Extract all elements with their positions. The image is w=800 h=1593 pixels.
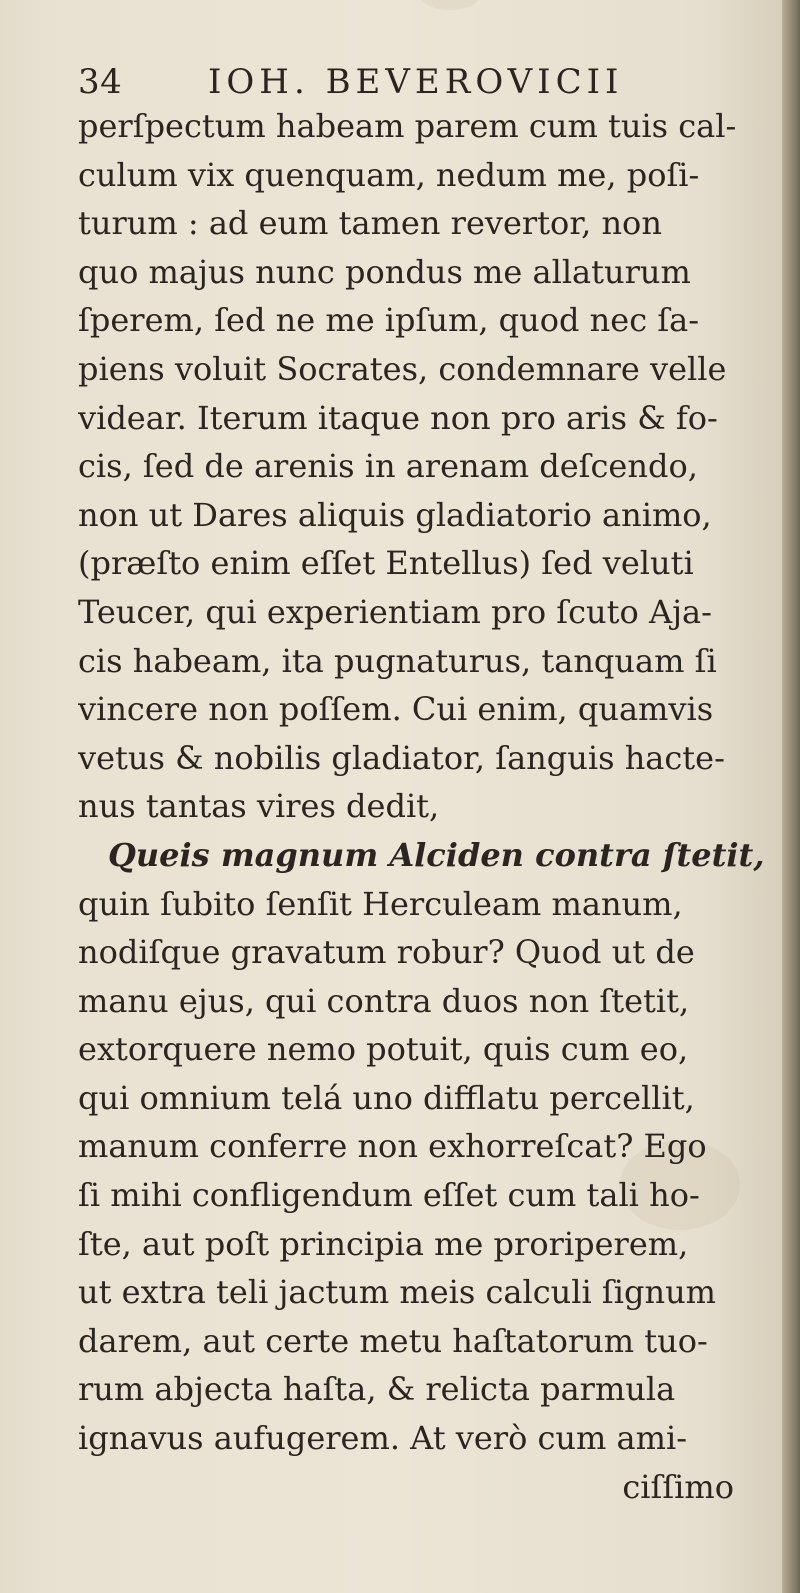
text-line: turum : ad eum tamen revertor, non bbox=[78, 204, 662, 243]
text-line: (præſto enim eſſet Entellus) ſed veluti bbox=[78, 544, 694, 583]
text-line: darem, aut certe metu haſtatorum tuo- bbox=[78, 1321, 708, 1360]
text-line: qui omnium telá uno difflatu percellit, bbox=[78, 1078, 695, 1117]
text-line: nodiſque gravatum robur? Quod ut de bbox=[78, 933, 695, 972]
text-line: quin ſubito ſenſit Herculeam manum, bbox=[78, 884, 683, 923]
text-line: ſperem, ſed ne me ipſum, quod nec ſa- bbox=[78, 301, 700, 340]
text-line: cis, ſed de arenis in arenam deſcendo, bbox=[78, 447, 698, 486]
page-edge-shadow bbox=[782, 0, 800, 1593]
text-line: manu ejus, qui contra duos non ſtetit, bbox=[78, 981, 690, 1020]
running-head bbox=[78, 44, 768, 102]
text-line: non ut Dares aliquis gladiatorio animo, bbox=[78, 495, 712, 534]
text-line: piens voluit Socrates, condemnare velle bbox=[78, 349, 727, 388]
text-line: nus tantas vires dedit, bbox=[78, 787, 440, 826]
text-line: ſte, aut poſt principia me proriperem, bbox=[78, 1224, 689, 1263]
text-line: videar. Iterum itaque non pro aris & fo- bbox=[78, 398, 718, 437]
text-line: manum conferre non exhorreſcat? Ego bbox=[78, 1127, 707, 1166]
text-line: quo majus nunc pondus me allaturum bbox=[78, 252, 691, 291]
text-line: ignavus aufugerem. At verò cum ami- bbox=[78, 1419, 688, 1458]
paper-stain bbox=[420, 0, 480, 10]
text-line: vetus & nobilis gladiator, ſanguis hacte- bbox=[78, 738, 725, 777]
text-line: ſi mihi confligendum eſſet cum tali ho- bbox=[78, 1176, 700, 1215]
text-line: vincere non poſſem. Cui enim, quamvis bbox=[78, 690, 714, 729]
running-head-title: IOH. BEVEROVICII bbox=[208, 62, 624, 102]
page-text bbox=[78, 44, 768, 1511]
text-line: Teucer, qui experientiam pro ſcuto Aja- bbox=[78, 592, 712, 631]
text-line: extorquere nemo potuit, quis cum eo, bbox=[78, 1030, 689, 1069]
verse-quotation: Queis magnum Alciden contra ſtetit, bbox=[108, 835, 765, 874]
text-line: perſpectum habeam parem cum tuis cal- bbox=[78, 107, 737, 145]
text-line: ut extra teli jactum meis calculi ſignum bbox=[78, 1273, 717, 1312]
page-number: 34 bbox=[78, 62, 123, 102]
text-line: cis habeam, ita pugnaturus, tanquam ſi bbox=[78, 641, 717, 680]
catchword: ciſſimo bbox=[622, 1467, 734, 1506]
text-line: rum abjecta haſta, & relicta parmula bbox=[78, 1370, 676, 1409]
text-line: culum vix quenquam, nedum me, poſi- bbox=[78, 155, 700, 194]
